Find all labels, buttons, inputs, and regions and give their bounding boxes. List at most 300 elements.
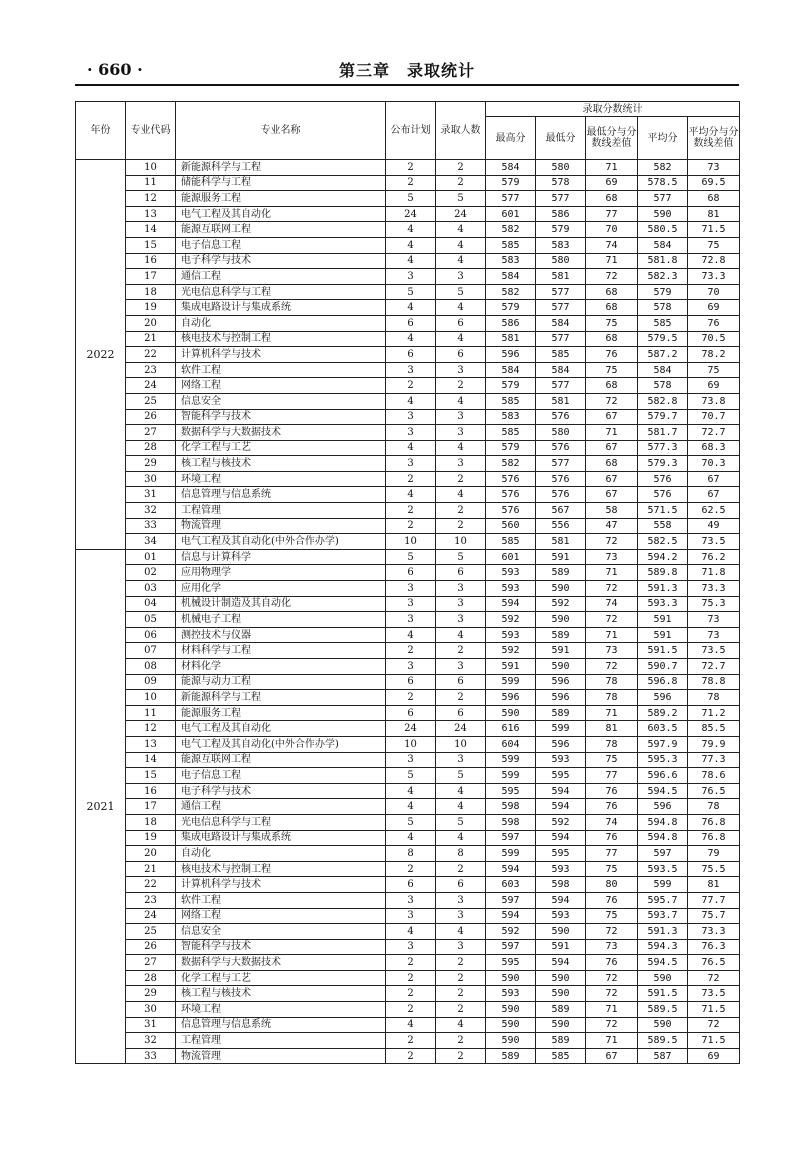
table-row — [76, 830, 740, 846]
min-cell: 581 — [536, 534, 586, 550]
admitted-cell: 2 — [436, 643, 486, 659]
plan-cell: 2 — [386, 503, 436, 519]
code-cell: 27 — [126, 425, 176, 441]
table-row — [76, 222, 740, 238]
avg-diff-cell: 75 — [688, 237, 740, 253]
avg-diff-cell: 78.2 — [688, 347, 740, 363]
name-cell: 应用化学 — [176, 581, 386, 597]
admitted-cell: 4 — [436, 487, 486, 503]
table-row — [76, 1033, 740, 1049]
min-cell: 591 — [536, 939, 586, 955]
plan-cell: 3 — [386, 456, 436, 472]
min-cell: 586 — [536, 206, 586, 222]
name-cell: 计算机科学与技术 — [176, 877, 386, 893]
avg-cell: 594.3 — [638, 939, 688, 955]
code-cell: 10 — [126, 690, 176, 706]
name-cell: 信息安全 — [176, 924, 386, 940]
code-cell: 19 — [126, 830, 176, 846]
max-cell: 577 — [486, 191, 536, 207]
name-cell: 核工程与核技术 — [176, 986, 386, 1002]
table-row — [76, 284, 740, 300]
avg-diff-cell: 72.7 — [688, 425, 740, 441]
avg-cell: 594.5 — [638, 783, 688, 799]
name-cell: 材料化学 — [176, 659, 386, 675]
code-cell: 14 — [126, 222, 176, 238]
avg-diff-cell: 72 — [688, 970, 740, 986]
avg-diff-cell: 72.8 — [688, 253, 740, 269]
table-row — [76, 425, 740, 441]
admitted-cell: 10 — [436, 534, 486, 550]
table-row — [76, 300, 740, 316]
table-row — [76, 659, 740, 675]
min-cell: 580 — [536, 160, 586, 176]
min-cell: 584 — [536, 362, 586, 378]
min-diff-cell: 76 — [586, 799, 638, 815]
admitted-cell: 3 — [436, 908, 486, 924]
name-cell: 数据科学与大数据技术 — [176, 425, 386, 441]
chapter-title: 第三章 录取统计 — [338, 61, 475, 80]
avg-diff-cell: 73.5 — [688, 643, 740, 659]
max-cell: 560 — [486, 518, 536, 534]
table-row — [76, 581, 740, 597]
max-cell: 585 — [486, 534, 536, 550]
avg-cell: 579.3 — [638, 456, 688, 472]
admitted-cell: 2 — [436, 175, 486, 191]
avg-cell: 589.2 — [638, 705, 688, 721]
avg-cell: 603.5 — [638, 721, 688, 737]
admitted-cell: 8 — [436, 846, 486, 862]
min-cell: 590 — [536, 970, 586, 986]
min-cell: 576 — [536, 487, 586, 503]
code-cell: 28 — [126, 440, 176, 456]
name-cell: 机械设计制造及其自动化 — [176, 596, 386, 612]
min-diff-cell: 68 — [586, 191, 638, 207]
admitted-cell: 2 — [436, 1048, 486, 1064]
admitted-cell: 4 — [436, 783, 486, 799]
name-cell: 电子信息工程 — [176, 768, 386, 784]
min-cell: 576 — [536, 409, 586, 425]
table-row — [76, 627, 740, 643]
min-cell: 590 — [536, 659, 586, 675]
plan-cell: 2 — [386, 861, 436, 877]
name-cell: 环境工程 — [176, 471, 386, 487]
min-cell: 598 — [536, 877, 586, 893]
name-cell: 信息安全 — [176, 393, 386, 409]
plan-cell: 6 — [386, 877, 436, 893]
max-cell: 592 — [486, 612, 536, 628]
avg-cell: 597.9 — [638, 736, 688, 752]
min-diff-cell: 76 — [586, 892, 638, 908]
avg-diff-cell: 73.5 — [688, 534, 740, 550]
max-cell: 594 — [486, 908, 536, 924]
min-diff-cell: 76 — [586, 783, 638, 799]
min-cell: 594 — [536, 830, 586, 846]
max-cell: 585 — [486, 425, 536, 441]
table-row — [76, 315, 740, 331]
min-diff-cell: 74 — [586, 237, 638, 253]
col-avg: 平均分 — [638, 117, 688, 160]
plan-cell: 3 — [386, 939, 436, 955]
admitted-cell: 4 — [436, 627, 486, 643]
avg-diff-cell: 71.5 — [688, 1002, 740, 1018]
max-cell: 585 — [486, 237, 536, 253]
max-cell: 591 — [486, 659, 536, 675]
min-cell: 590 — [536, 986, 586, 1002]
min-cell: 590 — [536, 581, 586, 597]
code-cell: 29 — [126, 456, 176, 472]
name-cell: 自动化 — [176, 315, 386, 331]
max-cell: 579 — [486, 175, 536, 191]
plan-cell: 4 — [386, 1017, 436, 1033]
table-row — [76, 768, 740, 784]
code-cell: 02 — [126, 565, 176, 581]
max-cell: 582 — [486, 456, 536, 472]
code-cell: 24 — [126, 378, 176, 394]
max-cell: 616 — [486, 721, 536, 737]
avg-cell: 581.7 — [638, 425, 688, 441]
code-cell: 34 — [126, 534, 176, 550]
max-cell: 599 — [486, 674, 536, 690]
max-cell: 592 — [486, 924, 536, 940]
code-cell: 33 — [126, 1048, 176, 1064]
avg-cell: 590 — [638, 206, 688, 222]
max-cell: 592 — [486, 643, 536, 659]
avg-cell: 558 — [638, 518, 688, 534]
avg-diff-cell: 73.5 — [688, 986, 740, 1002]
min-diff-cell: 72 — [586, 986, 638, 1002]
avg-cell: 579.5 — [638, 331, 688, 347]
admitted-cell: 10 — [436, 736, 486, 752]
name-cell: 集成电路设计与集成系统 — [176, 300, 386, 316]
max-cell: 584 — [486, 269, 536, 285]
avg-cell: 582 — [638, 160, 688, 176]
code-cell: 30 — [126, 471, 176, 487]
table-row — [76, 378, 740, 394]
min-cell: 577 — [536, 284, 586, 300]
table-row — [76, 518, 740, 534]
avg-diff-cell: 76.3 — [688, 939, 740, 955]
avg-cell: 591.3 — [638, 924, 688, 940]
avg-diff-cell: 73.3 — [688, 581, 740, 597]
min-diff-cell: 67 — [586, 440, 638, 456]
code-cell: 05 — [126, 612, 176, 628]
avg-cell: 577 — [638, 191, 688, 207]
avg-cell: 585 — [638, 315, 688, 331]
code-cell: 17 — [126, 799, 176, 815]
table-row — [76, 1017, 740, 1033]
min-cell: 595 — [536, 768, 586, 784]
admitted-cell: 4 — [436, 1017, 486, 1033]
avg-diff-cell: 78.6 — [688, 768, 740, 784]
code-cell: 18 — [126, 814, 176, 830]
min-cell: 594 — [536, 799, 586, 815]
max-cell: 593 — [486, 565, 536, 581]
min-diff-cell: 78 — [586, 690, 638, 706]
name-cell: 新能源科学与工程 — [176, 690, 386, 706]
min-diff-cell: 71 — [586, 1002, 638, 1018]
min-cell: 579 — [536, 222, 586, 238]
table-header — [76, 102, 740, 160]
min-cell: 585 — [536, 1048, 586, 1064]
max-cell: 576 — [486, 503, 536, 519]
admitted-cell: 5 — [436, 284, 486, 300]
avg-diff-cell: 81 — [688, 877, 740, 893]
max-cell: 583 — [486, 253, 536, 269]
admitted-cell: 2 — [436, 986, 486, 1002]
admitted-cell: 3 — [436, 659, 486, 675]
min-diff-cell: 71 — [586, 253, 638, 269]
code-cell: 26 — [126, 409, 176, 425]
admitted-cell: 6 — [436, 877, 486, 893]
name-cell: 电子信息工程 — [176, 237, 386, 253]
min-cell: 589 — [536, 705, 586, 721]
max-cell: 595 — [486, 783, 536, 799]
code-cell: 03 — [126, 581, 176, 597]
avg-cell: 596.6 — [638, 768, 688, 784]
avg-diff-cell: 75 — [688, 362, 740, 378]
code-cell: 22 — [126, 877, 176, 893]
table-row — [76, 347, 740, 363]
admitted-cell: 5 — [436, 814, 486, 830]
admitted-cell: 3 — [436, 362, 486, 378]
col-min: 最低分 — [536, 117, 586, 160]
code-cell: 31 — [126, 1017, 176, 1033]
code-cell: 11 — [126, 175, 176, 191]
max-cell: 594 — [486, 596, 536, 612]
name-cell: 网络工程 — [176, 908, 386, 924]
plan-cell: 6 — [386, 565, 436, 581]
plan-cell: 4 — [386, 783, 436, 799]
table-row — [76, 1002, 740, 1018]
max-cell: 604 — [486, 736, 536, 752]
plan-cell: 8 — [386, 846, 436, 862]
plan-cell: 2 — [386, 970, 436, 986]
max-cell: 597 — [486, 939, 536, 955]
max-cell: 582 — [486, 284, 536, 300]
max-cell: 576 — [486, 487, 536, 503]
avg-cell: 571.5 — [638, 503, 688, 519]
avg-cell: 594.2 — [638, 549, 688, 565]
table-row — [76, 861, 740, 877]
avg-cell: 596 — [638, 690, 688, 706]
min-cell: 593 — [536, 752, 586, 768]
min-diff-cell: 78 — [586, 736, 638, 752]
max-cell: 590 — [486, 1002, 536, 1018]
admitted-cell: 2 — [436, 160, 486, 176]
avg-diff-cell: 68.3 — [688, 440, 740, 456]
table-row — [76, 409, 740, 425]
max-cell: 596 — [486, 690, 536, 706]
name-cell: 网络工程 — [176, 378, 386, 394]
name-cell: 材料科学与工程 — [176, 643, 386, 659]
avg-cell: 589.5 — [638, 1033, 688, 1049]
avg-diff-cell: 73.3 — [688, 924, 740, 940]
plan-cell: 4 — [386, 799, 436, 815]
min-diff-cell: 68 — [586, 456, 638, 472]
plan-cell: 3 — [386, 581, 436, 597]
table-row — [76, 939, 740, 955]
col-name: 专业名称 — [176, 102, 386, 160]
avg-diff-cell: 73.8 — [688, 393, 740, 409]
plan-cell: 3 — [386, 409, 436, 425]
admission-stats-table — [75, 101, 740, 1064]
avg-cell: 595.7 — [638, 892, 688, 908]
table-row — [76, 549, 740, 565]
min-cell: 590 — [536, 924, 586, 940]
min-cell: 599 — [536, 721, 586, 737]
code-cell: 32 — [126, 503, 176, 519]
avg-cell: 578 — [638, 300, 688, 316]
admitted-cell: 4 — [436, 393, 486, 409]
page-header — [75, 58, 739, 82]
min-cell: 577 — [536, 456, 586, 472]
max-cell: 590 — [486, 705, 536, 721]
name-cell: 数据科学与大数据技术 — [176, 955, 386, 971]
table-row — [76, 503, 740, 519]
min-diff-cell: 72 — [586, 534, 638, 550]
avg-diff-cell: 78 — [688, 690, 740, 706]
name-cell: 能源互联网工程 — [176, 222, 386, 238]
min-diff-cell: 78 — [586, 674, 638, 690]
table-row — [76, 471, 740, 487]
name-cell: 通信工程 — [176, 799, 386, 815]
min-diff-cell: 72 — [586, 924, 638, 940]
name-cell: 电气工程及其自动化 — [176, 721, 386, 737]
min-diff-cell: 72 — [586, 612, 638, 628]
max-cell: 598 — [486, 799, 536, 815]
avg-cell: 593.3 — [638, 596, 688, 612]
max-cell: 576 — [486, 471, 536, 487]
table-row — [76, 175, 740, 191]
avg-cell: 582.3 — [638, 269, 688, 285]
avg-cell: 593.5 — [638, 861, 688, 877]
min-cell: 556 — [536, 518, 586, 534]
plan-cell: 3 — [386, 752, 436, 768]
min-diff-cell: 74 — [586, 814, 638, 830]
min-cell: 590 — [536, 612, 586, 628]
avg-cell: 587 — [638, 1048, 688, 1064]
max-cell: 579 — [486, 300, 536, 316]
max-cell: 596 — [486, 347, 536, 363]
code-cell: 19 — [126, 300, 176, 316]
avg-cell: 597 — [638, 846, 688, 862]
avg-diff-cell: 73 — [688, 627, 740, 643]
avg-cell: 591 — [638, 612, 688, 628]
min-cell: 590 — [536, 1017, 586, 1033]
plan-cell: 2 — [386, 643, 436, 659]
name-cell: 信息管理与信息系统 — [176, 487, 386, 503]
code-cell: 04 — [126, 596, 176, 612]
code-cell: 25 — [126, 924, 176, 940]
col-year: 年份 — [76, 102, 126, 160]
min-diff-cell: 75 — [586, 861, 638, 877]
name-cell: 工程管理 — [176, 1033, 386, 1049]
max-cell: 585 — [486, 393, 536, 409]
avg-diff-cell: 76.8 — [688, 814, 740, 830]
table-row — [76, 908, 740, 924]
code-cell: 29 — [126, 986, 176, 1002]
plan-cell: 2 — [386, 471, 436, 487]
plan-cell: 10 — [386, 736, 436, 752]
plan-cell: 4 — [386, 924, 436, 940]
min-cell: 576 — [536, 440, 586, 456]
code-cell: 25 — [126, 393, 176, 409]
avg-diff-cell: 75.5 — [688, 861, 740, 877]
name-cell: 电子科学与技术 — [176, 783, 386, 799]
admitted-cell: 2 — [436, 690, 486, 706]
admitted-cell: 2 — [436, 1002, 486, 1018]
avg-diff-cell: 77.3 — [688, 752, 740, 768]
min-cell: 594 — [536, 783, 586, 799]
min-cell: 593 — [536, 908, 586, 924]
plan-cell: 4 — [386, 237, 436, 253]
name-cell: 软件工程 — [176, 892, 386, 908]
code-cell: 26 — [126, 939, 176, 955]
min-diff-cell: 75 — [586, 752, 638, 768]
table-row — [76, 440, 740, 456]
max-cell: 584 — [486, 362, 536, 378]
code-cell: 17 — [126, 269, 176, 285]
name-cell: 能源与动力工程 — [176, 674, 386, 690]
avg-diff-cell: 78.8 — [688, 674, 740, 690]
min-diff-cell: 72 — [586, 581, 638, 597]
plan-cell: 5 — [386, 549, 436, 565]
admitted-cell: 6 — [436, 705, 486, 721]
avg-cell: 584 — [638, 237, 688, 253]
year-cell: 2021 — [76, 549, 126, 1064]
avg-cell: 576 — [638, 471, 688, 487]
avg-diff-cell: 67 — [688, 487, 740, 503]
avg-diff-cell: 72.7 — [688, 659, 740, 675]
max-cell: 590 — [486, 970, 536, 986]
code-cell: 16 — [126, 253, 176, 269]
min-cell: 594 — [536, 892, 586, 908]
col-max: 最高分 — [486, 117, 536, 160]
avg-cell: 589.8 — [638, 565, 688, 581]
table-row — [76, 362, 740, 378]
plan-cell: 3 — [386, 659, 436, 675]
code-cell: 23 — [126, 892, 176, 908]
avg-cell: 577.3 — [638, 440, 688, 456]
plan-cell: 3 — [386, 596, 436, 612]
min-diff-cell: 74 — [586, 596, 638, 612]
avg-cell: 590.7 — [638, 659, 688, 675]
col-min-diff: 最低分与分数线差值 — [586, 117, 638, 160]
avg-diff-cell: 76.5 — [688, 783, 740, 799]
min-cell: 567 — [536, 503, 586, 519]
min-diff-cell: 71 — [586, 565, 638, 581]
avg-cell: 591.5 — [638, 986, 688, 1002]
table-row — [76, 986, 740, 1002]
avg-cell: 591 — [638, 627, 688, 643]
code-cell: 23 — [126, 362, 176, 378]
admitted-cell: 4 — [436, 799, 486, 815]
min-cell: 577 — [536, 378, 586, 394]
table-row — [76, 955, 740, 971]
min-diff-cell: 76 — [586, 347, 638, 363]
min-diff-cell: 72 — [586, 269, 638, 285]
avg-diff-cell: 70.5 — [688, 331, 740, 347]
avg-cell: 581.8 — [638, 253, 688, 269]
plan-cell: 4 — [386, 393, 436, 409]
name-cell: 光电信息科学与工程 — [176, 814, 386, 830]
max-cell: 581 — [486, 331, 536, 347]
min-diff-cell: 47 — [586, 518, 638, 534]
avg-diff-cell: 76.5 — [688, 955, 740, 971]
max-cell: 593 — [486, 627, 536, 643]
min-diff-cell: 71 — [586, 160, 638, 176]
avg-diff-cell: 75.7 — [688, 908, 740, 924]
